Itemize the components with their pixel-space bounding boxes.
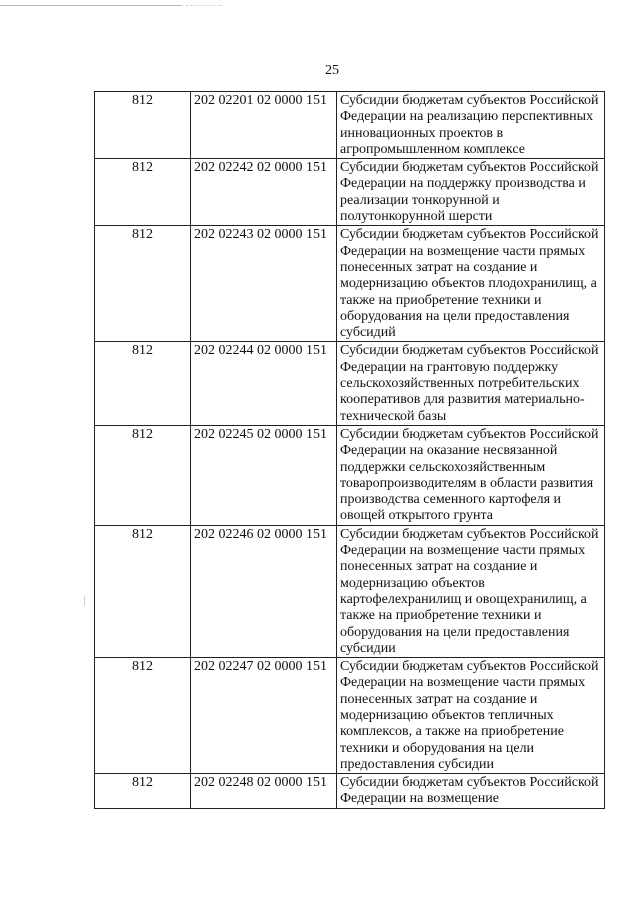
table-row — [95, 342, 605, 425]
description-cell: Субсидии бюджетам субъектов Российской Федерации на реализацию перспективных инновационных проектов в агропромышленном комплексе — [337, 92, 605, 159]
table-row — [95, 159, 605, 226]
description-cell: Субсидии бюджетам субъектов Российской Федерации на поддержку производства и реализации тонкорунной и полутонкорунной шерсти — [337, 159, 605, 226]
description-cell: Субсидии бюджетам субъектов Российской Федерации на возмещение части прямых понесенных затрат на создание и модернизацию объектов тепличных комплексов, а также на приобретение техники и оборудования на цели предоставления субсидии — [337, 658, 605, 774]
table-row — [95, 658, 605, 774]
revenue-code-cell: 202 02247 02 0000 151 — [191, 658, 337, 774]
revenue-code-cell: 202 02243 02 0000 151 — [191, 226, 337, 342]
admin-code-cell: 812 — [95, 92, 191, 159]
description-cell: Субсидии бюджетам субъектов Российской Федерации на грантовую поддержку сельскохозяйственных потребительских кооперативов для развития материально-технической базы — [337, 342, 605, 425]
revenue-code-cell: 202 02246 02 0000 151 — [191, 525, 337, 657]
table-row — [95, 92, 605, 159]
revenue-codes-table — [94, 91, 605, 809]
description-cell: Субсидии бюджетам субъектов Российской Федерации на возмещение — [337, 774, 605, 809]
margin-mark — [84, 596, 85, 606]
table-row — [95, 525, 605, 657]
admin-code-cell: 812 — [95, 342, 191, 425]
admin-code-cell: 812 — [95, 226, 191, 342]
header-rule-fragment — [186, 5, 222, 6]
description-cell: Субсидии бюджетам субъектов Российской Федерации на оказание несвязанной поддержки сельскохозяйственным товаропроизводителям в области развития производства семенного картофеля и овощей открытого грунта — [337, 425, 605, 525]
revenue-code-cell: 202 02248 02 0000 151 — [191, 774, 337, 809]
table-row — [95, 425, 605, 525]
table-row — [95, 774, 605, 809]
admin-code-cell: 812 — [95, 774, 191, 809]
page-number: 25 — [325, 63, 339, 78]
admin-code-cell: 812 — [95, 658, 191, 774]
table-row — [95, 226, 605, 342]
description-cell: Субсидии бюджетам субъектов Российской Федерации на возмещение части прямых понесенных затрат на создание и модернизацию объектов картофелехранилищ и овощехранилищ, а также на приобретение техники и оборудования на цели предоставления субсидии — [337, 525, 605, 657]
table-body — [95, 92, 605, 809]
revenue-code-cell: 202 02201 02 0000 151 — [191, 92, 337, 159]
admin-code-cell: 812 — [95, 425, 191, 525]
header-rule — [0, 5, 182, 6]
admin-code-cell: 812 — [95, 525, 191, 657]
description-cell: Субсидии бюджетам субъектов Российской Федерации на возмещение части прямых понесенных затрат на создание и модернизацию объектов плодохранилищ, а также на приобретение техники и оборудования на цели предоставления субсидий — [337, 226, 605, 342]
admin-code-cell: 812 — [95, 159, 191, 226]
revenue-code-cell: 202 02244 02 0000 151 — [191, 342, 337, 425]
revenue-code-cell: 202 02245 02 0000 151 — [191, 425, 337, 525]
revenue-code-cell: 202 02242 02 0000 151 — [191, 159, 337, 226]
